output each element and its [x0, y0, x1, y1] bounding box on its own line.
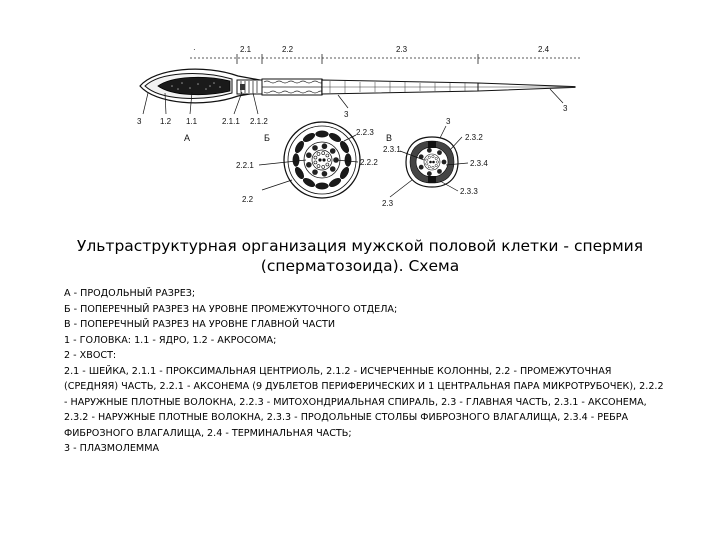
outer-dense-fiber: [419, 165, 424, 170]
label-a-3-end: 3: [563, 104, 568, 113]
outer-dense-fiber: [427, 171, 432, 176]
microtubule-doublet: [326, 154, 329, 157]
outer-dense-fiber: [442, 160, 447, 165]
outer-dense-fiber: [330, 166, 336, 172]
legend: [64, 286, 664, 457]
outer-dense-fiber: [322, 143, 328, 149]
legend-line-b: Б - ПОПЕРЕЧНЫЙ РАЗРЕЗ НА УРОВНЕ ПРОМЕЖУТОЧНОГО ОТДЕЛА;: [64, 303, 398, 315]
caption-title-line-1: Ультраструктурная организация мужской половой клетки - спермия: [76, 237, 644, 255]
longitudinal-section: [140, 69, 575, 103]
sperm-diagram: [0, 0, 720, 225]
mitochondrion: [293, 154, 299, 167]
microtubule-doublet: [426, 163, 428, 165]
outer-dense-fiber: [427, 148, 432, 153]
dot-label: ·: [193, 45, 196, 54]
label-a-3: 3: [137, 117, 142, 126]
label-2-1: 2.1: [240, 45, 252, 54]
outer-dense-fiber: [437, 169, 442, 174]
mitochondrion: [316, 183, 329, 189]
caption-title: [60, 236, 660, 276]
label-v-letter: В: [386, 133, 393, 143]
label-a-1-2: 1.2: [160, 117, 172, 126]
microtubule-doublet: [326, 163, 329, 166]
label-2-4: 2.4: [538, 45, 550, 54]
label-v-2-3-2: 2.3.2: [465, 133, 483, 142]
legend-line-head: 1 - ГОЛОВКА: 1.1 - ЯДРО, 1.2 - АКРОСОМА;: [64, 334, 277, 346]
label-v-2-3-4: 2.3.4: [470, 159, 488, 168]
segment-markers: [190, 54, 580, 64]
label-v-2-3: 2.3: [382, 199, 394, 208]
microtubule-doublet: [435, 157, 437, 159]
microtubule-doublet: [426, 159, 428, 161]
label-v-2-3-3: 2.3.3: [460, 187, 478, 196]
label-b-2-2-2: 2.2.2: [360, 158, 378, 167]
mitochondrion: [316, 131, 329, 137]
microtubule-doublet: [428, 156, 430, 158]
outer-dense-fiber: [330, 148, 336, 154]
microtubule-doublet: [317, 165, 320, 168]
microtubule-doublet: [322, 165, 325, 168]
label-a-1-1: 1.1: [186, 117, 198, 126]
microtubule-doublet: [432, 155, 434, 157]
label-a-letter: А: [184, 133, 191, 143]
microtubule-doublet: [317, 152, 320, 155]
microtubule-doublet: [436, 161, 438, 163]
label-b-2-2: 2.2: [242, 195, 254, 204]
microtubule-doublet: [432, 166, 434, 168]
label-b-2-2-3: 2.2.3: [356, 128, 374, 137]
outer-dense-fiber: [437, 150, 442, 155]
microtubule-doublet: [322, 152, 325, 155]
label-b-2-2-1: 2.2.1: [236, 161, 254, 170]
legend-line-v: В - ПОПЕРЕЧНЫЙ РАЗРЕЗ НА УРОВНЕ ГЛАВНОЙ ЧАСТИ: [64, 319, 336, 330]
legend-line-a: А - ПРОДОЛЬНЫЙ РАЗРЕЗ;: [64, 288, 196, 299]
microtubule-doublet: [435, 164, 437, 166]
caption-title-line-2: (сперматозоида). Схема: [260, 257, 460, 275]
label-a-3-tail: 3: [344, 110, 349, 119]
legend-line-tail: 2 - ХВОСТ:: [64, 350, 117, 361]
cross-section-middle: [284, 122, 360, 198]
label-v-2-3-1: 2.3.1: [383, 145, 401, 154]
outer-dense-fiber: [312, 169, 318, 175]
microtubule-doublet: [314, 161, 317, 164]
microtubule-doublet: [428, 166, 430, 168]
legend-line-tail-parts: 2.1 - ШЕЙКА, 2.1.1 - ПРОКСИМАЛЬНАЯ ЦЕНТРИОЛЬ, 2.1.2 - ИСЧЕРЧЕННЫЕ КОЛОННЫ, 2.2 - ПРОМЕЖУТОЧНАЯ (СРЕДНЯЯ) ЧАСТЬ, 2.2.1 - АКСОНЕМА (9 ДУБЛЕТОВ ПЕРИФЕРИЧЕСКИХ И 1 ЦЕНТРАЛЬНАЯ ПАРА МИКРОТРУБОЧЕК), 2.2.2 - НАРУЖНЫЕ ПЛОТНЫЕ ВОЛОКНА, 2.2.3 - МИТОХОНДРИАЛЬНАЯ СПИРАЛЬ, 2.3 - ГЛАВНАЯ ЧАСТЬ, 2.3.1 - АКСОНЕМА, 2.3.2 - НАРУЖНЫЕ ПЛОТНЫЕ ВОЛОКНА, 2.3.3 - ПРОДОЛЬНЫЕ СТОЛБЫ ФИБРОЗНОГО ВЛАГАЛИЩА, 2.3.4 - РЕБРА ФИБРОЗНОГО ВЛАГАЛИЩА, 2.4 - ТЕРМИНАЛЬНАЯ ЧАСТЬ;: [64, 365, 664, 439]
outer-dense-fiber: [306, 162, 312, 168]
label-2-2: 2.2: [282, 45, 294, 54]
microtubule-doublet: [328, 159, 331, 162]
label-2-3: 2.3: [396, 45, 408, 54]
label-a-2-1-2: 2.1.2: [250, 117, 268, 126]
label-b-letter: Б: [264, 133, 270, 143]
label-v-3: 3: [446, 117, 451, 126]
mitochondrion: [345, 154, 351, 167]
microtubule-doublet: [314, 156, 317, 159]
outer-dense-fiber: [306, 152, 312, 158]
cross-section-principal: [406, 137, 458, 187]
outer-dense-fiber: [312, 145, 318, 151]
legend-line-plasmalemma: 3 - ПЛАЗМОЛЕММА: [64, 443, 160, 454]
outer-dense-fiber: [322, 171, 328, 177]
label-a-2-1-1: 2.1.1: [222, 117, 240, 126]
